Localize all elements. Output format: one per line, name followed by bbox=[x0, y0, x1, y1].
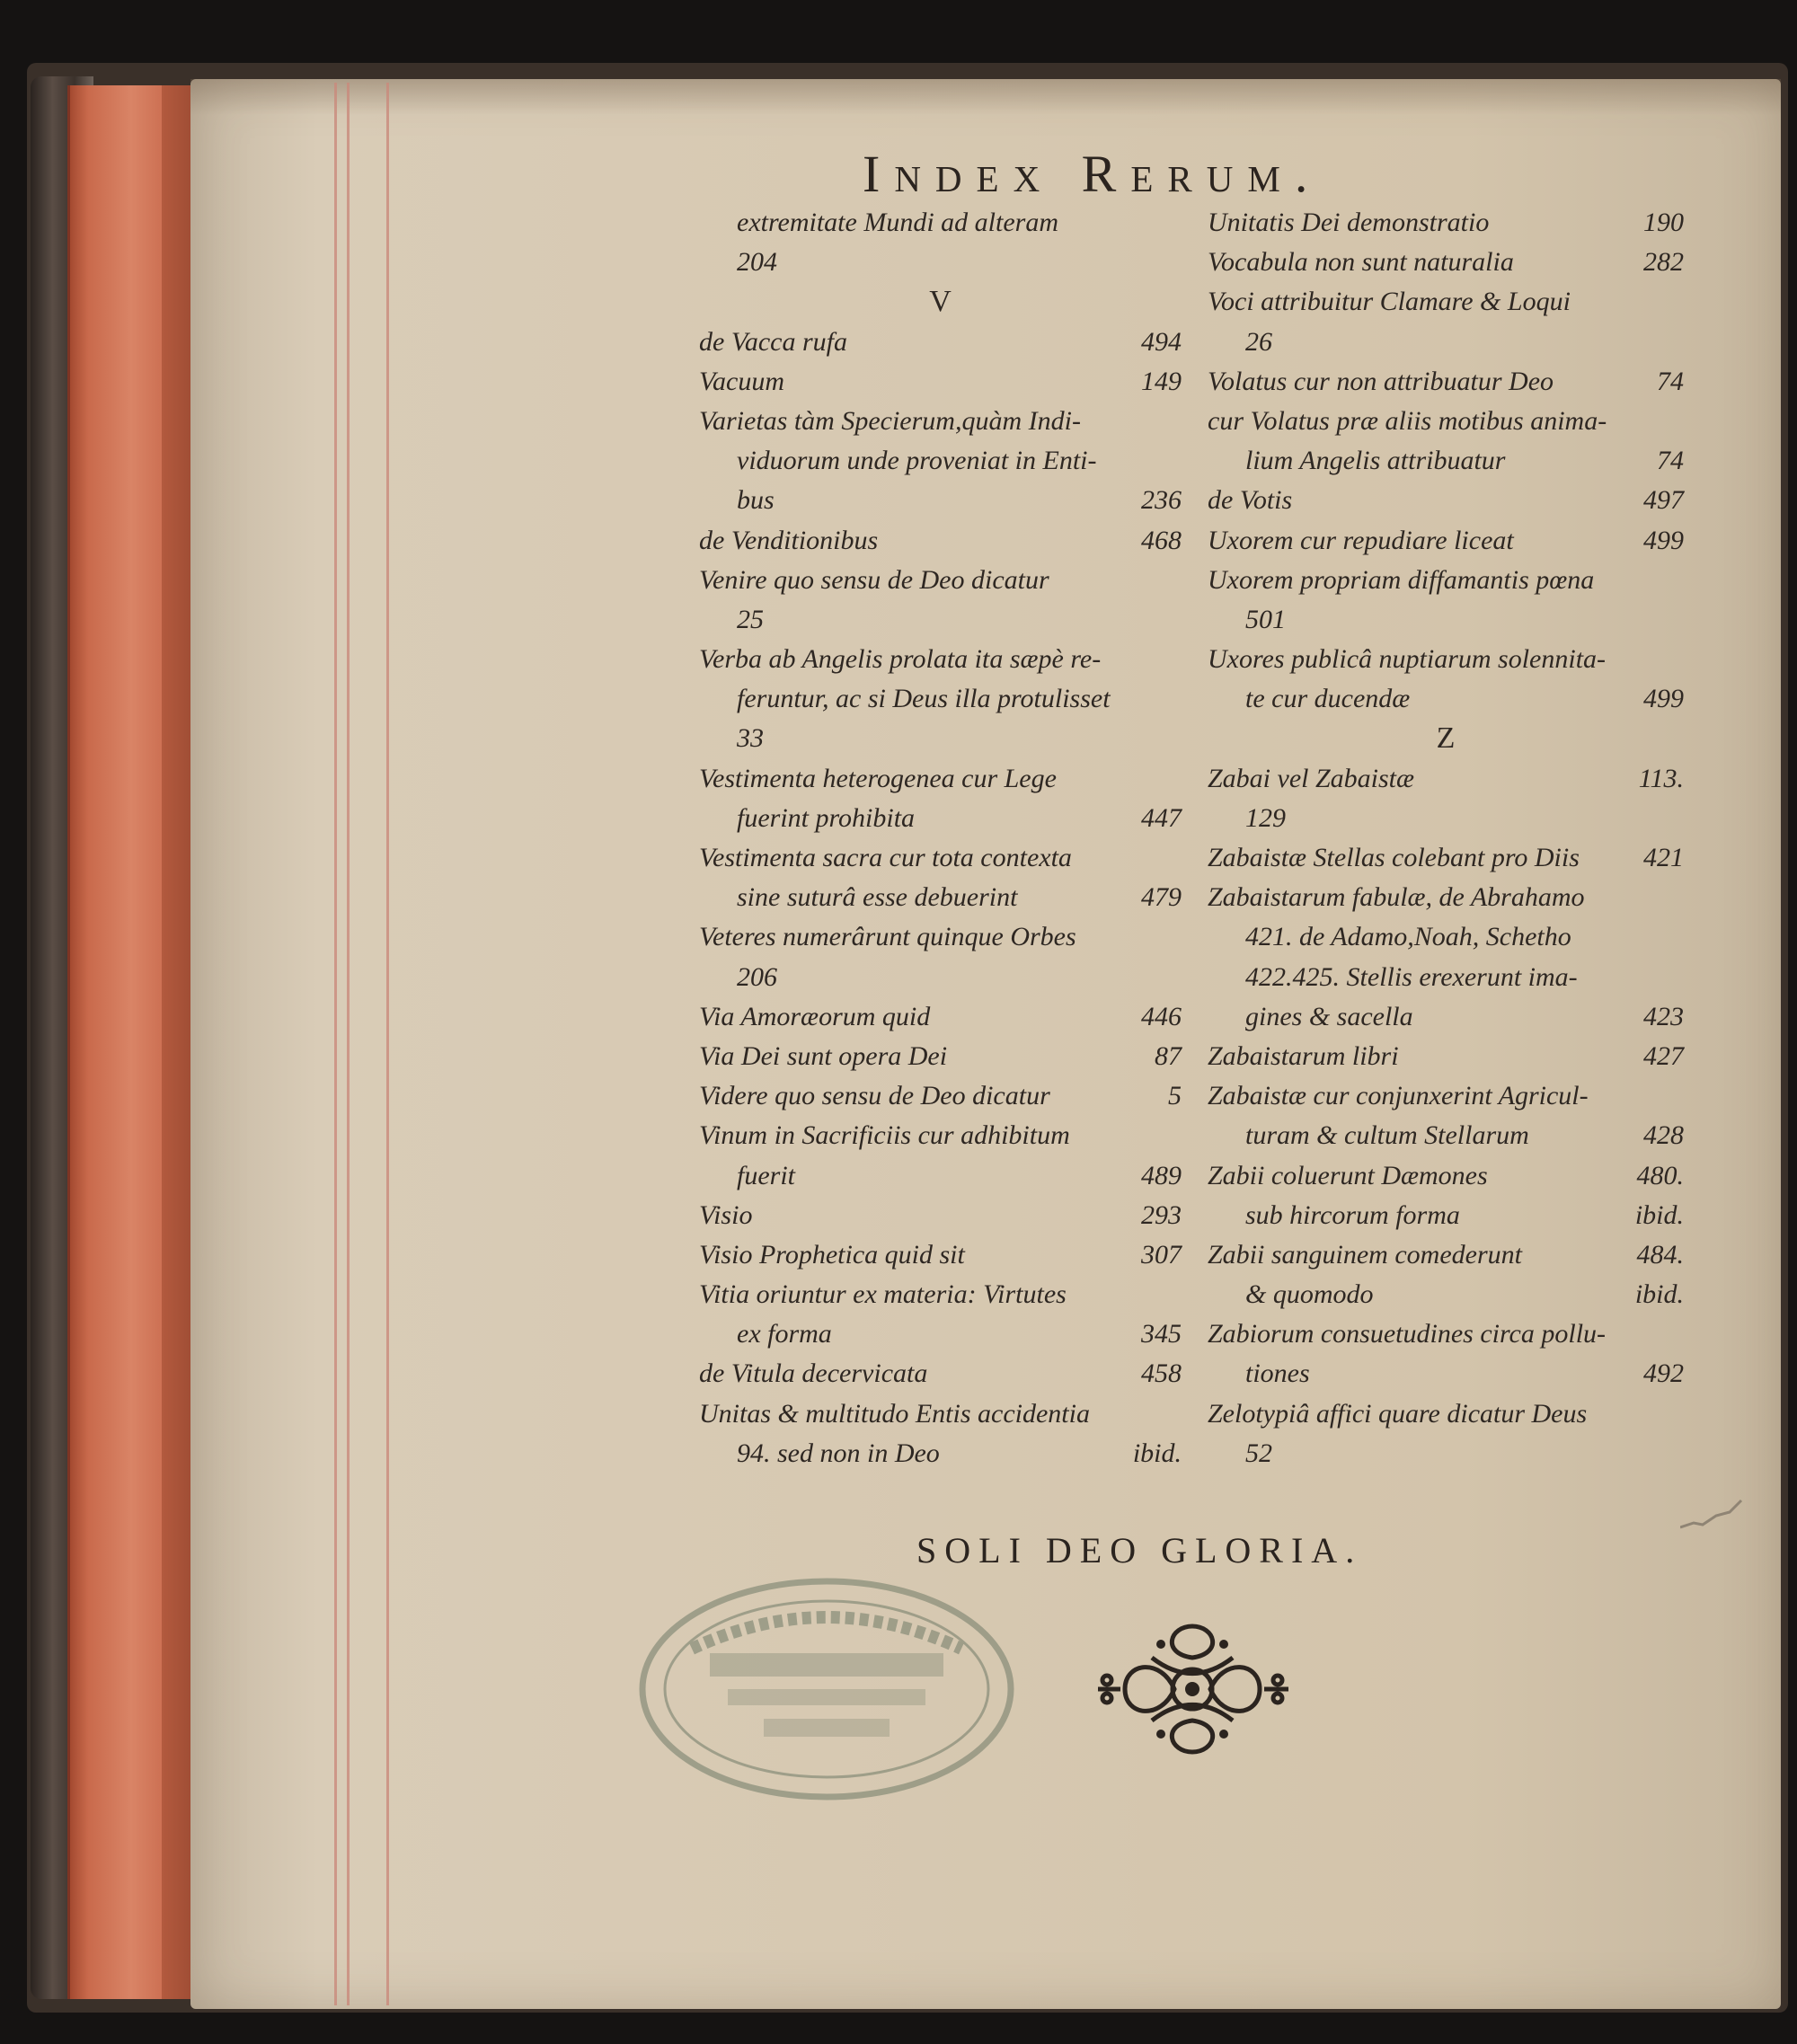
index-entry-line bbox=[1208, 481, 1684, 520]
index-entry-line bbox=[1208, 1196, 1684, 1235]
index-entry-text: bus bbox=[737, 485, 775, 516]
index-entry-text: te cur ducendæ bbox=[1245, 684, 1411, 714]
index-entry-line bbox=[699, 799, 1182, 838]
index-entry-text: tiones bbox=[1245, 1358, 1310, 1389]
index-entry-line bbox=[1208, 600, 1684, 640]
index-entry-line bbox=[699, 838, 1182, 878]
index-entry-text: Visio bbox=[699, 1199, 753, 1230]
index-entry-line bbox=[1208, 958, 1684, 997]
index-entry-line bbox=[1208, 917, 1684, 957]
index-entry-line bbox=[699, 1235, 1182, 1275]
index-entry-line bbox=[699, 958, 1182, 997]
index-page-number: 484. bbox=[1636, 1239, 1684, 1270]
index-page-number: 345 bbox=[1141, 1319, 1182, 1349]
index-page-number: 307 bbox=[1141, 1239, 1182, 1270]
index-page-number: 479 bbox=[1141, 882, 1182, 913]
index-entry-line bbox=[1208, 521, 1684, 561]
index-entry-line bbox=[1208, 997, 1684, 1037]
index-entry-line bbox=[1208, 1076, 1684, 1116]
index-entry-text: 25 bbox=[737, 604, 764, 634]
index-entry-line bbox=[1208, 243, 1684, 282]
page-shadow bbox=[190, 79, 1781, 115]
index-entry-text: Vacuum bbox=[699, 366, 784, 396]
index-entry-line bbox=[699, 719, 1182, 758]
index-entry-text: Vitia oriuntur ex materia: Virtutes bbox=[699, 1279, 1067, 1310]
index-entry-text: Verba ab Angelis prolata ita sæpè re- bbox=[699, 644, 1102, 675]
index-page-number: 497 bbox=[1643, 485, 1684, 516]
index-entry-line bbox=[699, 243, 1182, 282]
index-entry-text: 26 bbox=[1245, 326, 1272, 357]
index-entry-text: 129 bbox=[1245, 802, 1286, 833]
index-entry-text: feruntur, ac si Deus illa protulisset bbox=[737, 684, 1111, 714]
index-entry-line bbox=[699, 917, 1182, 957]
index-entry-line bbox=[1208, 1354, 1684, 1394]
index-entry-text: Via Amoræorum quid bbox=[699, 1001, 931, 1031]
index-entry-text: turam & cultum Stellarum bbox=[1245, 1120, 1529, 1151]
index-entry-text: de Venditionibus bbox=[699, 525, 879, 555]
index-entry-line bbox=[699, 402, 1182, 441]
index-entry-text: Vinum in Sacrificiis cur adhibitum bbox=[699, 1120, 1070, 1151]
index-entry-line bbox=[1208, 1037, 1684, 1076]
index-entry-text: extremitate Mundi ad alteram bbox=[737, 208, 1058, 237]
fleuron-ornament-icon bbox=[1089, 1617, 1296, 1761]
index-entry-text: 52 bbox=[1245, 1438, 1272, 1468]
index-entry-text: sine suturâ esse debuerint bbox=[737, 882, 1018, 913]
index-entry-line bbox=[1208, 323, 1684, 362]
index-page-number: 447 bbox=[1141, 802, 1182, 833]
index-entry-line bbox=[699, 1196, 1182, 1235]
index-page-number: 74 bbox=[1657, 366, 1684, 396]
index-entry-text: Uxorem propriam diffamantis pœna bbox=[1208, 564, 1595, 595]
index-page-number: ibid. bbox=[1634, 1279, 1684, 1310]
index-entry-text: cur Volatus præ aliis motibus anima- bbox=[1208, 405, 1607, 436]
index-page-number: 492 bbox=[1643, 1358, 1684, 1389]
index-entry-text: Visio Prophetica quid sit bbox=[699, 1239, 965, 1270]
index-entry-text: Zabaistæ cur conjunxerint Agricul- bbox=[1208, 1081, 1589, 1111]
index-entry-text: Veteres numerârunt quinque Orbes bbox=[699, 922, 1076, 952]
index-entry-line bbox=[1208, 1116, 1684, 1155]
index-entry-text: Uxorem cur repudiare liceat bbox=[1208, 525, 1514, 555]
index-entry-line bbox=[699, 362, 1182, 402]
index-page-number: 113. bbox=[1638, 763, 1684, 793]
index-entry-text: de Votis bbox=[1208, 485, 1293, 516]
index-page-number: 149 bbox=[1141, 366, 1182, 396]
index-entry-text: de Vitula decervicata bbox=[699, 1358, 928, 1389]
index-entry-text: gines & sacella bbox=[1245, 1001, 1413, 1031]
index-entry-text: sub hircorum forma bbox=[1245, 1199, 1460, 1230]
index-page-number: 87 bbox=[1155, 1040, 1182, 1071]
margin-rule bbox=[347, 83, 350, 2005]
index-entry-text: Zabaistarum libri bbox=[1208, 1040, 1399, 1071]
index-entry-line bbox=[1208, 838, 1684, 878]
index-entry-text: Videre quo sensu de Deo dicatur bbox=[699, 1081, 1050, 1111]
index-entry-text: Unitas & multitudo Entis accidentia bbox=[699, 1398, 1090, 1429]
index-entry-line bbox=[699, 521, 1182, 561]
index-entry-text: 94. sed non in Deo bbox=[737, 1438, 940, 1468]
index-entry-line bbox=[1208, 1314, 1684, 1354]
index-page-number: ibid. bbox=[1634, 1199, 1684, 1230]
index-entry-text: Venire quo sensu de Deo dicatur bbox=[699, 564, 1049, 595]
index-entry-text: Varietas tàm Specierum,quàm Indi- bbox=[699, 405, 1081, 436]
index-entry-text: Volatus cur non attribuatur Deo bbox=[1208, 366, 1554, 396]
index-entry-line bbox=[699, 1314, 1182, 1354]
index-letter: Z bbox=[1436, 721, 1456, 756]
index-page-number: 468 bbox=[1141, 525, 1182, 555]
index-entry-line bbox=[699, 441, 1182, 481]
index-entry-line bbox=[1208, 679, 1684, 719]
index-page-number: 423 bbox=[1643, 1001, 1684, 1031]
index-entry-text: fuerit bbox=[737, 1160, 795, 1190]
index-entry-text: 421. de Adamo,Noah, Schetho bbox=[1245, 922, 1571, 952]
index-entry-line bbox=[699, 679, 1182, 719]
page-tear-mark bbox=[1680, 1496, 1743, 1532]
index-entry-line bbox=[699, 1394, 1182, 1434]
index-entry-line bbox=[1208, 799, 1684, 838]
index-page-number: 428 bbox=[1643, 1120, 1684, 1151]
index-page-number: 480. bbox=[1636, 1160, 1684, 1190]
index-entry-line bbox=[699, 759, 1182, 799]
index-entry-text: ex forma bbox=[737, 1319, 832, 1349]
index-entry-text: Zabaistarum fabulæ, de Abrahamo bbox=[1208, 882, 1585, 913]
colophon: SOLI DEO GLORIA. bbox=[916, 1530, 1363, 1571]
index-page-number: 293 bbox=[1141, 1199, 1182, 1230]
index-letter-heading bbox=[1208, 719, 1684, 758]
index-entry-line bbox=[699, 203, 1182, 243]
margin-rule bbox=[386, 83, 389, 2005]
index-entry-text: 422.425. Stellis erexerunt ima- bbox=[1245, 961, 1578, 992]
index-entry-line bbox=[1208, 362, 1684, 402]
index-entry-line bbox=[699, 640, 1182, 679]
index-page-number: 282 bbox=[1643, 247, 1684, 278]
index-entry-text: Zabii sanguinem comederunt bbox=[1208, 1239, 1522, 1270]
index-entry-text: Vestimenta sacra cur tota contexta bbox=[699, 843, 1072, 872]
index-entry-text: Unitatis Dei demonstratio bbox=[1208, 208, 1490, 237]
index-entry-text: Zabiorum consuetudines circa pollu- bbox=[1208, 1319, 1607, 1349]
index-entry-line bbox=[699, 1116, 1182, 1155]
index-letter-heading bbox=[699, 282, 1182, 322]
index-page-number: 489 bbox=[1141, 1160, 1182, 1190]
index-entry-text: Voci attribuitur Clamare & Loqui bbox=[1208, 287, 1571, 317]
index-entry-text: 204 bbox=[737, 247, 777, 278]
index-entry-line bbox=[1208, 203, 1684, 243]
margin-rule bbox=[334, 83, 337, 2005]
index-entry-line bbox=[1208, 759, 1684, 799]
index-letter: V bbox=[929, 285, 952, 319]
index-entry-line bbox=[1208, 1434, 1684, 1473]
index-entry-line bbox=[699, 1037, 1182, 1076]
index-entry-line bbox=[699, 323, 1182, 362]
index-entry-text: Zelotypiâ affici quare dicatur Deus bbox=[1208, 1398, 1588, 1429]
index-page-number: 458 bbox=[1141, 1358, 1182, 1389]
index-entry-line bbox=[699, 878, 1182, 917]
index-page-number: 427 bbox=[1643, 1040, 1684, 1071]
index-page-number: 446 bbox=[1141, 1001, 1182, 1031]
index-entry-line bbox=[1208, 878, 1684, 917]
index-entry-text: Via Dei sunt opera Dei bbox=[699, 1040, 948, 1071]
index-entry-text: Uxores publicâ nuptiarum solennita- bbox=[1208, 644, 1607, 675]
index-entry-line bbox=[699, 600, 1182, 640]
index-entry-text: Zabai vel Zabaistæ bbox=[1208, 763, 1415, 793]
index-entry-text: viduorum unde proveniat in Enti- bbox=[737, 446, 1097, 476]
index-entry-line bbox=[699, 1275, 1182, 1314]
index-entry-line bbox=[699, 1354, 1182, 1394]
index-column-left bbox=[699, 203, 1182, 1473]
index-page-number: 421 bbox=[1643, 843, 1684, 872]
index-entry-line bbox=[1208, 1235, 1684, 1275]
index-entry-line bbox=[699, 1156, 1182, 1196]
index-page-number: 190 bbox=[1643, 208, 1684, 237]
index-entry-text: 33 bbox=[737, 723, 764, 754]
index-page-number: 236 bbox=[1141, 485, 1182, 516]
index-entry-text: 206 bbox=[737, 961, 777, 992]
index-entry-text: & quomodo bbox=[1245, 1279, 1374, 1310]
index-page-number: 494 bbox=[1141, 326, 1182, 357]
index-entry-line bbox=[1208, 1156, 1684, 1196]
index-page-number: 499 bbox=[1643, 684, 1684, 714]
index-entry-text: fuerint prohibita bbox=[737, 802, 916, 833]
index-entry-text: Zabii coluerunt Dæmones bbox=[1208, 1160, 1488, 1190]
library-stamp-icon bbox=[629, 1568, 1024, 1810]
index-entry-line bbox=[1208, 1275, 1684, 1314]
index-entry-line bbox=[1208, 441, 1684, 481]
index-entry-line bbox=[699, 1076, 1182, 1116]
index-entry-line bbox=[699, 481, 1182, 520]
index-entry-text: Zabaistæ Stellas colebant pro Diis bbox=[1208, 843, 1580, 872]
index-entry-text: Vocabula non sunt naturalia bbox=[1208, 247, 1514, 278]
index-entry-text: de Vacca rufa bbox=[699, 326, 847, 357]
index-entry-line bbox=[1208, 402, 1684, 441]
index-column-right bbox=[1208, 203, 1684, 1473]
index-entry-line bbox=[1208, 640, 1684, 679]
index-page-number: 74 bbox=[1657, 446, 1684, 476]
index-entry-line bbox=[1208, 282, 1684, 322]
index-entry-line bbox=[699, 997, 1182, 1037]
index-page-number: 5 bbox=[1168, 1081, 1182, 1111]
index-entry-text: 501 bbox=[1245, 604, 1286, 634]
index-entry-line bbox=[1208, 561, 1684, 600]
index-entry-text: lium Angelis attribuatur bbox=[1245, 446, 1506, 476]
index-entry-line bbox=[1208, 1394, 1684, 1434]
index-page-number: 499 bbox=[1643, 525, 1684, 555]
index-entry-text: Vestimenta heterogenea cur Lege bbox=[699, 763, 1057, 793]
index-entry-line bbox=[699, 561, 1182, 600]
index-page-number: ibid. bbox=[1132, 1438, 1182, 1468]
running-head: Index Rerum. bbox=[863, 145, 1323, 203]
index-entry-line bbox=[699, 1434, 1182, 1473]
